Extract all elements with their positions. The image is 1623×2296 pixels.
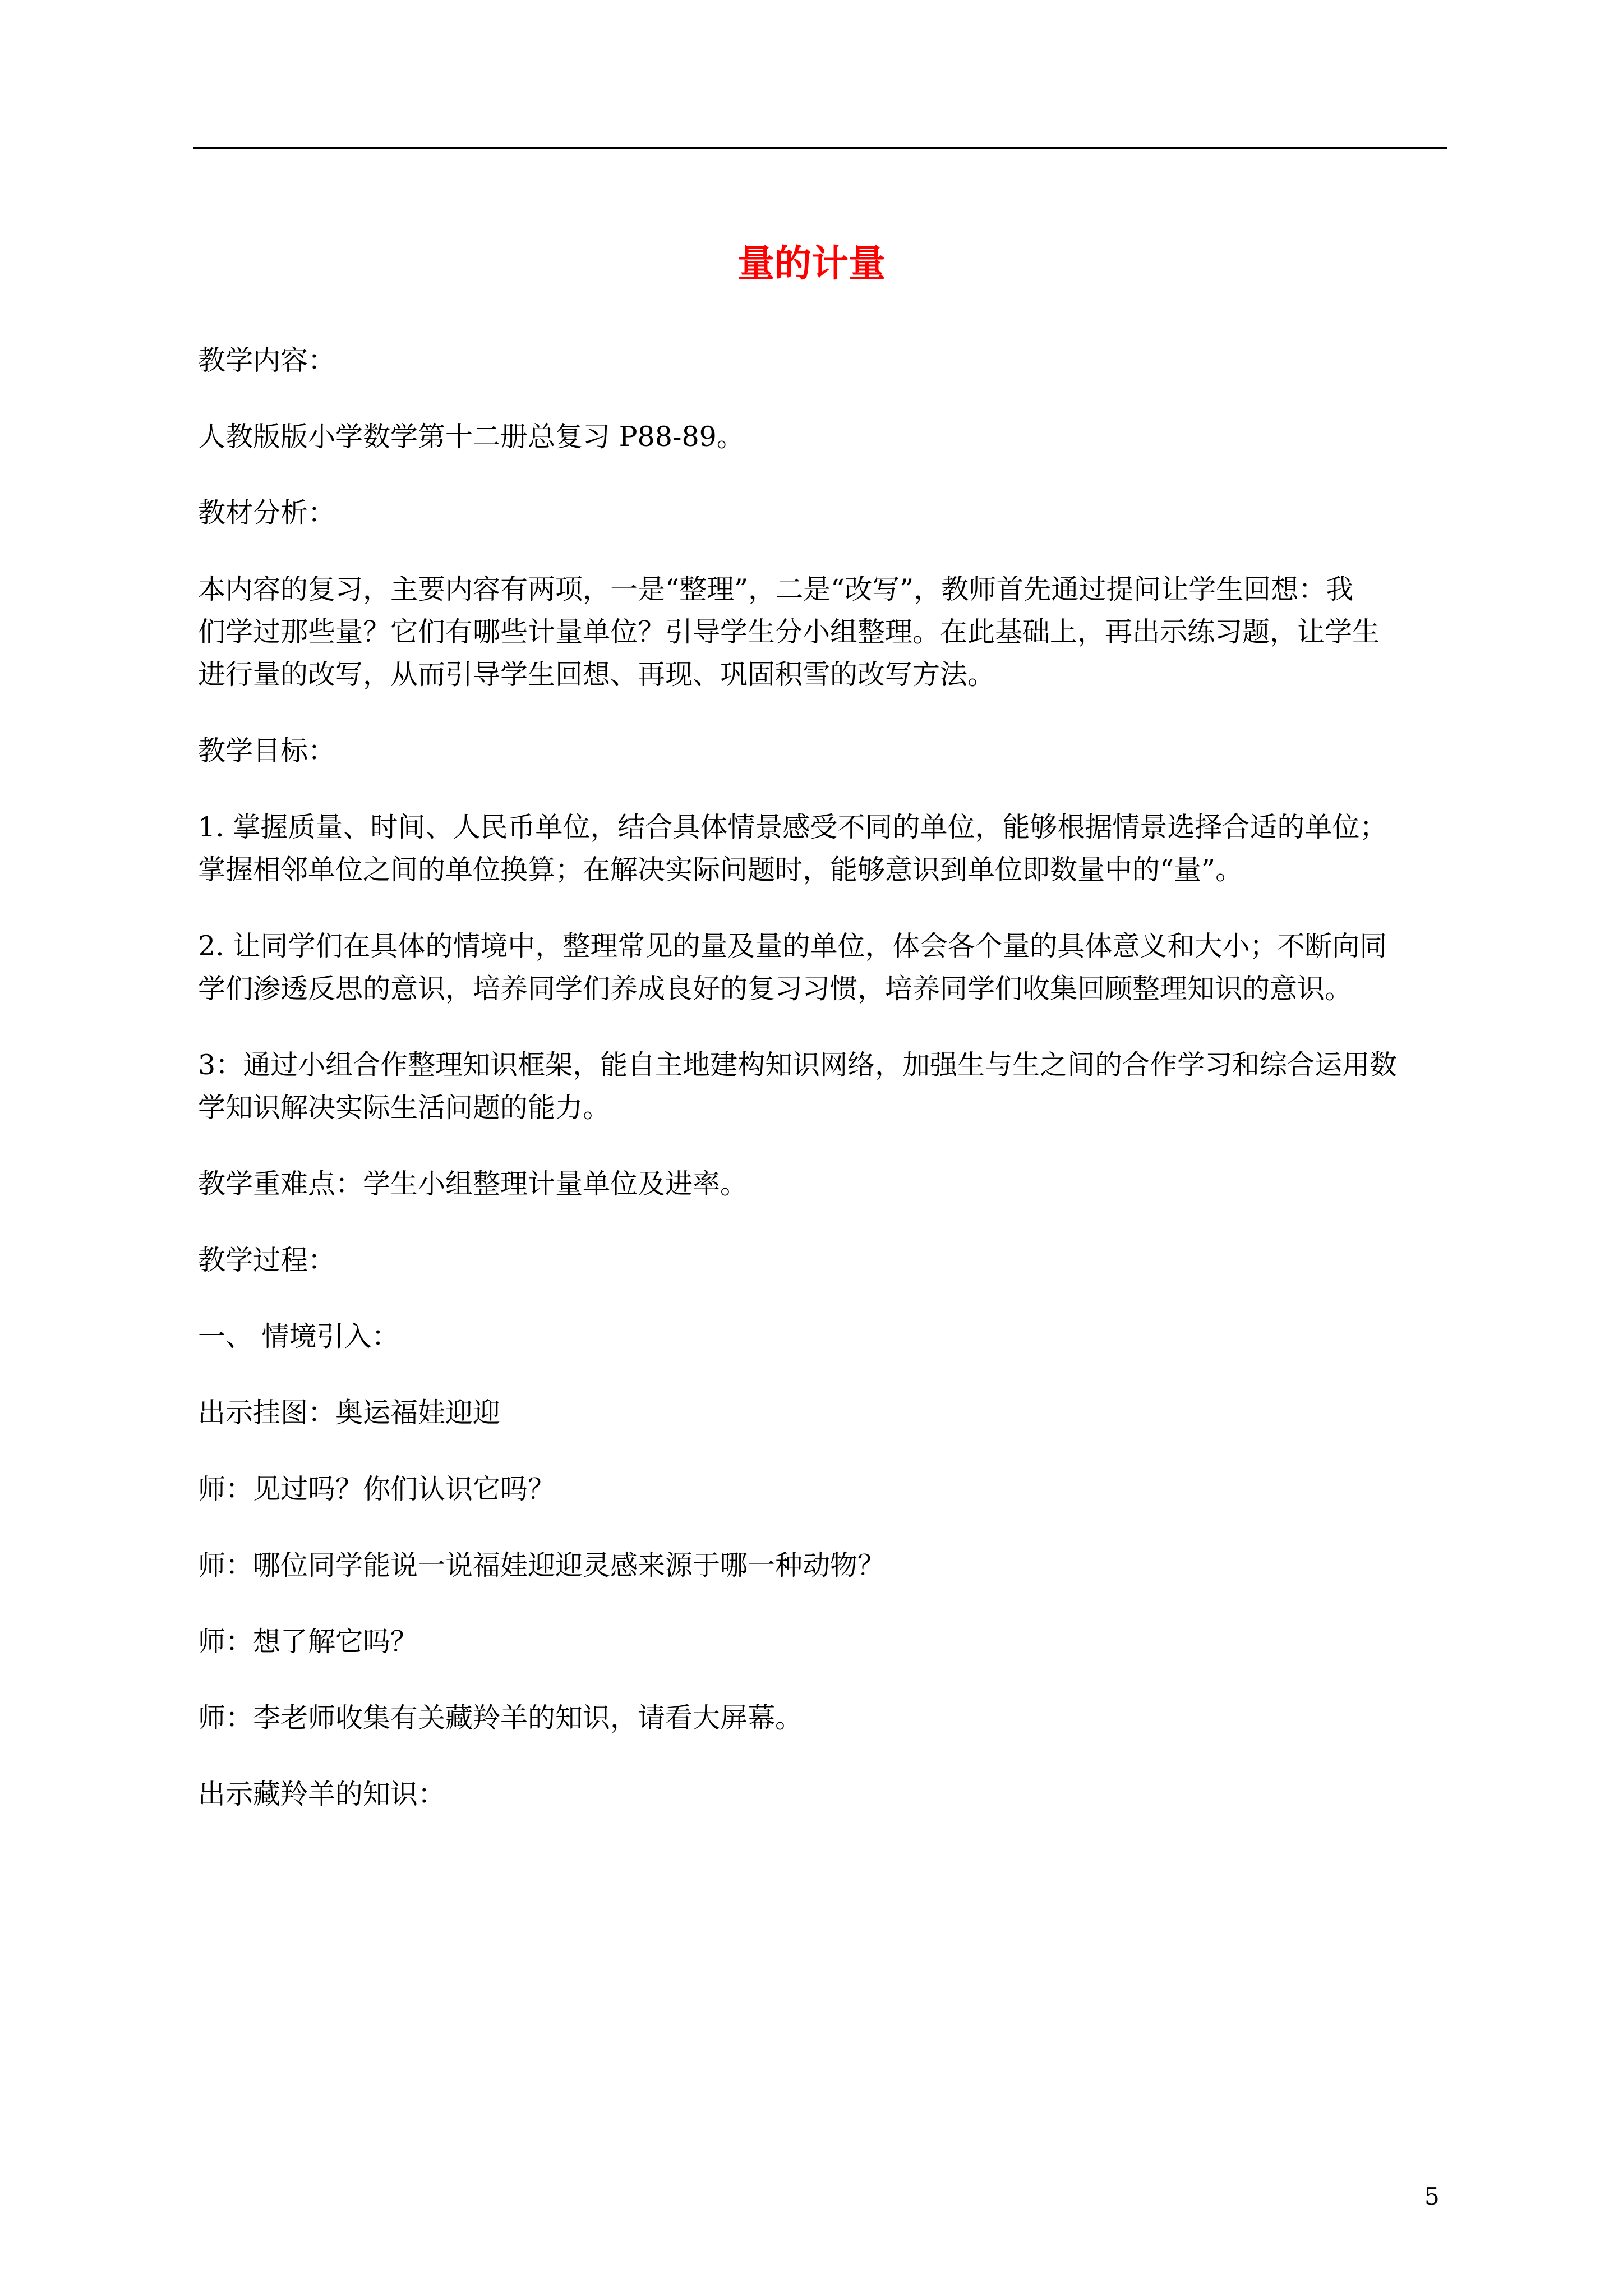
text-line: 师：想了解它吗？	[198, 1626, 418, 1658]
paragraph-teacher-statement	[198, 1697, 1447, 1740]
paragraph-teaching-content-heading	[198, 339, 1447, 382]
document-body	[198, 339, 1447, 1849]
paragraph-goal-2	[198, 925, 1447, 1010]
page-number: 5	[1424, 2183, 1440, 2210]
text-line: 进行量的改写，从而引导学生回想、再现、巩固积雪的改写方法。	[198, 659, 995, 691]
text-line: 学知识解决实际生活问题的能力。	[198, 1092, 611, 1124]
paragraph-material-analysis	[198, 568, 1447, 696]
paragraph-material-analysis-heading	[198, 492, 1447, 535]
text-line: 一、 情境引入：	[198, 1320, 399, 1352]
text-line: 出示藏羚羊的知识：	[198, 1778, 446, 1810]
text-line: 教学过程：	[198, 1244, 336, 1276]
text-line: 师：李老师收集有关藏羚羊的知识，请看大屏幕。	[198, 1702, 803, 1734]
text-line: 教学内容：	[198, 344, 336, 376]
paragraph-textbook-reference	[198, 416, 1447, 458]
text-line: 师：哪位同学能说一说福娃迎迎灵感来源于哪一种动物？	[198, 1549, 886, 1581]
text-line: 1. 掌握质量、时间、人民币单位，结合具体情景感受不同的单位，能够根据情景选择合适的单位；	[198, 811, 1387, 843]
text-line: 教学目标：	[198, 735, 336, 767]
paragraph-teacher-question-2	[198, 1544, 1447, 1587]
paragraph-goal-1	[198, 806, 1447, 891]
header-rule	[193, 147, 1447, 149]
paragraph-goal-3	[198, 1044, 1447, 1129]
text-line: 人教版版小学数学第十二册总复习 P88-89。	[198, 421, 744, 453]
text-line: 师：见过吗？你们认识它吗？	[198, 1473, 556, 1505]
text-line: 2. 让同学们在具体的情境中，整理常见的量及量的单位，体会各个量的具体意义和大小；不断向同	[198, 930, 1387, 962]
text-line: 学们渗透反思的意识，培养同学们养成良好的复习习惯，培养同学们收集回顾整理知识的意识。	[198, 973, 1353, 1005]
paragraph-process-heading	[198, 1239, 1447, 1282]
text-line: 教材分析：	[198, 497, 336, 529]
text-line: 教学重难点：学生小组整理计量单位及进率。	[198, 1168, 748, 1200]
text-line: 们学过那些量？它们有哪些计量单位？引导学生分小组整理。在此基础上，再出示练习题，让学生	[198, 616, 1380, 648]
paragraph-teaching-goals-heading	[198, 730, 1447, 772]
paragraph-show-antelope-knowledge	[198, 1773, 1447, 1816]
paragraph-teacher-question-3	[198, 1621, 1447, 1663]
text-line: 出示挂图：奥运福娃迎迎	[198, 1397, 501, 1429]
paragraph-section-intro	[198, 1315, 1447, 1358]
page-title: 量的计量	[737, 242, 886, 285]
text-line: 3：通过小组合作整理知识框架，能自主地建构知识网络，加强生与生之间的合作学习和综合运用数	[198, 1049, 1398, 1081]
paragraph-key-points	[198, 1163, 1447, 1205]
paragraph-show-poster	[198, 1392, 1447, 1434]
text-line: 掌握相邻单位之间的单位换算；在解决实际问题时，能够意识到单位即数量中的“量”。	[198, 854, 1243, 886]
text-line: 本内容的复习，主要内容有两项，一是“整理”，二是“改写”，教师首先通过提问让学生回想：我	[198, 573, 1354, 605]
paragraph-teacher-question-1	[198, 1468, 1447, 1511]
